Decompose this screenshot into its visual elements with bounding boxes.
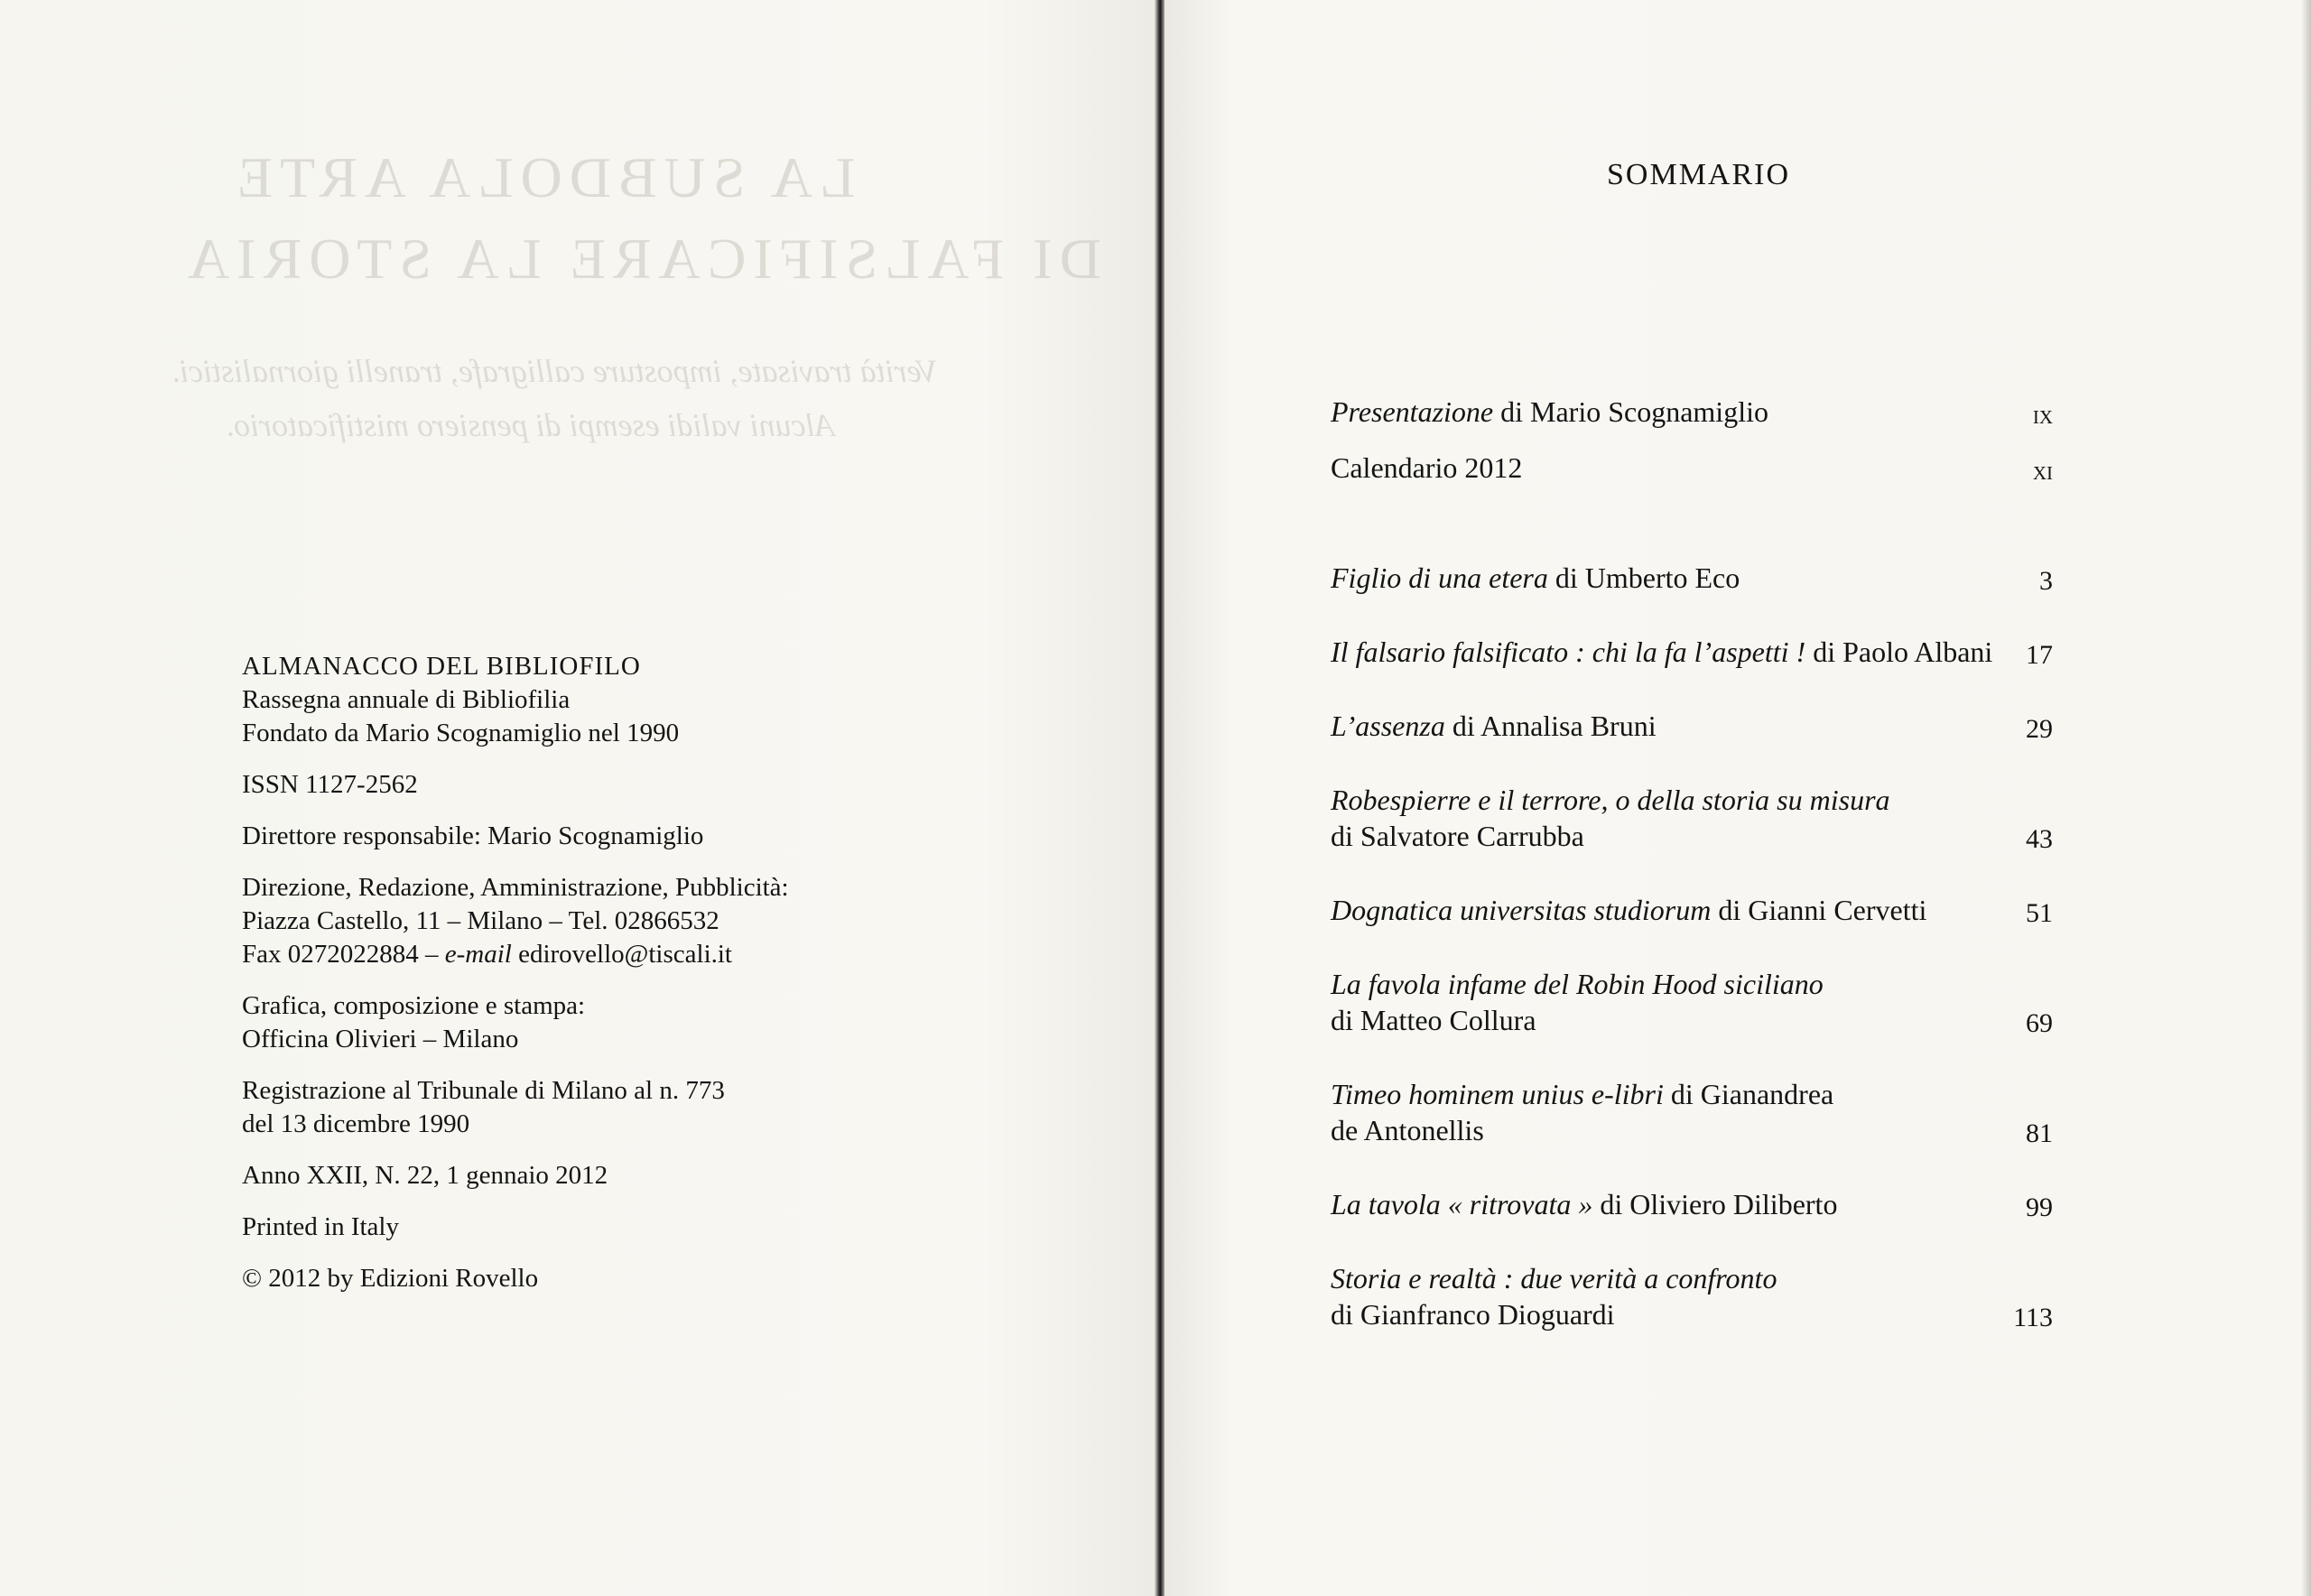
- bleed-through-subtitle-line-1: Verità travisate, imposture calligrafe, tranelli giornalistici.: [172, 353, 938, 389]
- entry-page-number: 113: [2013, 1303, 2053, 1332]
- entry-page-number: 99: [2026, 1192, 2053, 1222]
- entry-title: Figlio di una etera: [1331, 561, 1548, 594]
- entry-title: Dognatica universitas studiorum: [1331, 894, 1712, 926]
- bleed-through-subtitle-line-2: Alcuni validi esempi di pensiero mistificatorio.: [226, 407, 835, 443]
- colophon-block-registration: [242, 1074, 964, 1141]
- colophon: [242, 650, 964, 1313]
- entry-title: La favola infame del Robin Hood siciliano: [1331, 968, 1824, 1000]
- toc-entry: [1331, 560, 2053, 596]
- toc-entry: [1331, 1186, 2053, 1222]
- bleed-through-title-line-1: LA SUBDOLA ARTE: [230, 145, 856, 209]
- email-label: e-mail: [444, 940, 512, 969]
- entry-page-number: 51: [2026, 898, 2053, 928]
- entry-author: di Gianni Cervetti: [1711, 894, 1927, 926]
- toc-entry: [1331, 966, 2053, 1038]
- printer: Officina Olivieri – Milano: [242, 1025, 519, 1053]
- almanac-subtitle: Rassegna annuale di Bibliofilia: [242, 685, 571, 714]
- address-line: Piazza Castello, 11 – Milano – Tel. 02866532: [242, 906, 719, 935]
- email-address: edirovello@tiscali.it: [511, 940, 732, 969]
- colophon-block-printed: [242, 1211, 964, 1244]
- address-heading: Direzione, Redazione, Amministrazione, Pubblicità:: [242, 873, 789, 902]
- page-edge: [2302, 0, 2311, 1596]
- entry-page-number: 29: [2026, 714, 2053, 744]
- entry-page-number: 17: [2026, 640, 2053, 670]
- entry-author: di Matteo Collura: [1331, 1004, 1536, 1036]
- entry-author: di Mario Scognamiglio: [1493, 395, 1768, 428]
- entry-title: L’assenza: [1331, 710, 1445, 742]
- entry-title: Timeo hominem unius e-libri: [1331, 1078, 1664, 1110]
- entry-title: Robespierre e il terrore, o della storia su misura: [1331, 784, 1890, 816]
- table-of-contents: [1331, 394, 2053, 1332]
- registration-date: del 13 dicembre 1990: [242, 1109, 470, 1138]
- entry-page-number: ix: [2032, 400, 2053, 430]
- toc-entry: [1331, 1260, 2053, 1332]
- toc-entry: [1331, 1076, 2053, 1148]
- toc-entry: [1331, 892, 2053, 928]
- toc-entry: [1331, 394, 2053, 430]
- colophon-block-masthead: [242, 650, 964, 750]
- entry-title: Storia e realtà : due verità a confronto: [1331, 1262, 1777, 1294]
- entry-author: di Paolo Albani: [1805, 636, 1993, 668]
- fax-number: Fax 0272022884 –: [242, 940, 445, 969]
- entry-page-number: 3: [2039, 566, 2053, 596]
- registration: Registrazione al Tribunale di Milano al n. 773: [242, 1076, 725, 1105]
- entry-page-number: xi: [2032, 456, 2053, 486]
- entry-author: di Annalisa Bruni: [1444, 710, 1657, 742]
- printing-heading: Grafica, composizione e stampa:: [242, 991, 586, 1020]
- toc-entry: [1331, 634, 2053, 670]
- colophon-block-copyright: [242, 1262, 964, 1295]
- entry-author: di Gianfranco Dioguardi: [1331, 1298, 1615, 1331]
- sommario-heading: SOMMARIO: [1607, 158, 1791, 191]
- almanac-founder: Fondato da Mario Scognamiglio nel 1990: [242, 719, 680, 747]
- colophon-block-address: [242, 871, 964, 971]
- entry-page-number: 69: [2026, 1008, 2053, 1038]
- entry-author: di Salvatore Carrubba: [1331, 820, 1584, 852]
- copyright: © 2012 by Edizioni Rovello: [242, 1264, 539, 1293]
- fax-email-line: [242, 938, 964, 971]
- director: Direttore responsabile: Mario Scognamiglio: [242, 821, 704, 850]
- entry-page-number: 81: [2026, 1118, 2053, 1148]
- toc-entry: [1331, 450, 2053, 486]
- entry-author: di Gianandrea: [1663, 1078, 1834, 1110]
- entry-title: Il falsario falsificato : chi la fa l’aspetti !: [1331, 636, 1806, 668]
- toc-entry: [1331, 708, 2053, 744]
- entry-author: di Umberto Eco: [1547, 561, 1740, 594]
- entry-title: La tavola « ritrovata »: [1331, 1188, 1593, 1220]
- entry-title: Presentazione: [1331, 395, 1494, 428]
- colophon-block-director: [242, 820, 964, 853]
- entry-author: di Oliviero Diliberto: [1592, 1188, 1838, 1220]
- colophon-block-issn: [242, 768, 964, 802]
- bleed-through-title-line-2: DI FALSIFICARE LA STORIA: [181, 227, 1101, 291]
- entry-page-number: 43: [2026, 824, 2053, 854]
- printed-in: Printed in Italy: [242, 1212, 399, 1241]
- issue-info: Anno XXII, N. 22, 1 gennaio 2012: [242, 1161, 608, 1190]
- entry-title: Calendario 2012: [1331, 451, 1523, 484]
- entry-author-continued: de Antonellis: [1331, 1114, 1484, 1146]
- toc-entry: [1331, 782, 2053, 854]
- issn: ISSN 1127-2562: [242, 770, 418, 799]
- almanac-title: ALMANACCO DEL BIBLIOFILO: [242, 652, 641, 681]
- colophon-block-printing: [242, 989, 964, 1056]
- colophon-block-issue: [242, 1159, 964, 1192]
